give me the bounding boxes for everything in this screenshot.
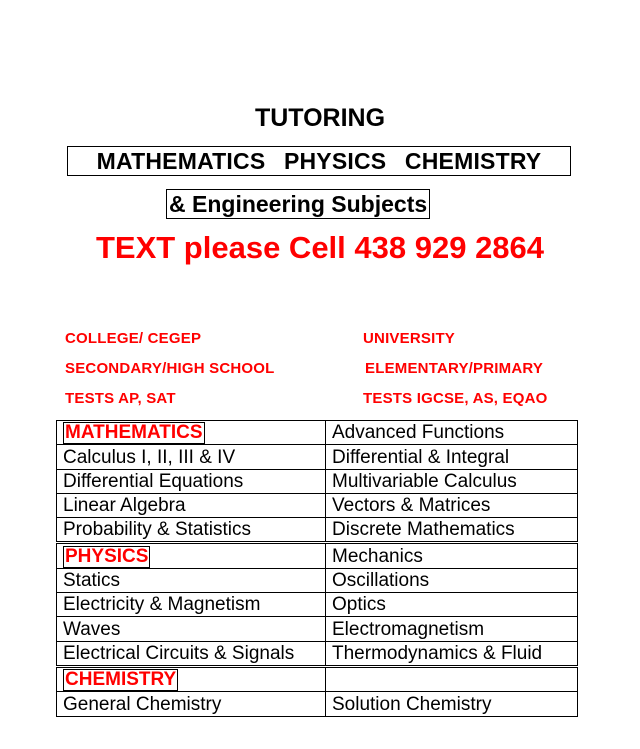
table-row — [57, 445, 578, 469]
table-cell-right: Differential & Integral — [326, 445, 578, 469]
table-cell-right — [326, 666, 578, 691]
table-row — [57, 593, 578, 617]
table-row — [57, 641, 578, 666]
table-row — [57, 617, 578, 641]
table-cell-right: Thermodynamics & Fluid — [326, 641, 578, 666]
table-cell-right: Oscillations — [326, 568, 578, 592]
table-row — [57, 568, 578, 592]
level-tests-right: TESTS IGCSE, AS, EQAO — [363, 390, 548, 407]
table-cell-right: Electromagnetism — [326, 617, 578, 641]
table-cell-left: Probability & Statistics — [57, 518, 326, 543]
section-heading-mathematics: MATHEMATICS — [65, 422, 203, 444]
level-college: COLLEGE/ CEGEP — [65, 330, 202, 347]
table-cell-left — [57, 543, 326, 568]
level-secondary: SECONDARY/HIGH SCHOOL — [65, 360, 275, 377]
table-cell-right: Optics — [326, 593, 578, 617]
table-cell-right: Multivariable Calculus — [326, 469, 578, 493]
table-cell-right: Discrete Mathematics — [326, 518, 578, 543]
level-elementary: ELEMENTARY/PRIMARY — [365, 360, 544, 377]
section-heading-physics: PHYSICS — [65, 545, 149, 567]
table-cell-left: Linear Algebra — [57, 493, 326, 517]
table-row — [57, 666, 578, 691]
table-cell-left: General Chemistry — [57, 692, 326, 716]
level-tests-left: TESTS AP, SAT — [65, 390, 176, 407]
table-row — [57, 469, 578, 493]
table-row — [57, 518, 578, 543]
table-cell-left: Differential Equations — [57, 469, 326, 493]
page-title: TUTORING — [254, 104, 386, 132]
table-cell-left: Statics — [57, 568, 326, 592]
section-heading-chemistry: CHEMISTRY — [65, 669, 177, 691]
table-cell-right: Mechanics — [326, 543, 578, 568]
table-row — [57, 543, 578, 568]
table-cell-left — [57, 666, 326, 691]
table-cell-left: Calculus I, II, III & IV — [57, 445, 326, 469]
engineering-banner: & Engineering Subjects — [166, 189, 430, 219]
table-row — [57, 692, 578, 716]
table-cell-right: Advanced Functions — [326, 421, 578, 445]
contact-line: TEXT please Cell 438 929 2864 — [95, 230, 545, 265]
table-cell-left: Electricity & Magnetism — [57, 593, 326, 617]
subjects-table — [56, 420, 578, 717]
table-cell-right: Vectors & Matrices — [326, 493, 578, 517]
table-cell-left: Electrical Circuits & Signals — [57, 641, 326, 666]
table-cell-left — [57, 421, 326, 445]
level-university: UNIVERSITY — [363, 330, 456, 347]
subjects-banner: MATHEMATICS PHYSICS CHEMISTRY — [67, 146, 571, 176]
table-cell-left: Waves — [57, 617, 326, 641]
table-cell-right: Solution Chemistry — [326, 692, 578, 716]
table-row — [57, 493, 578, 517]
table-row — [57, 421, 578, 445]
